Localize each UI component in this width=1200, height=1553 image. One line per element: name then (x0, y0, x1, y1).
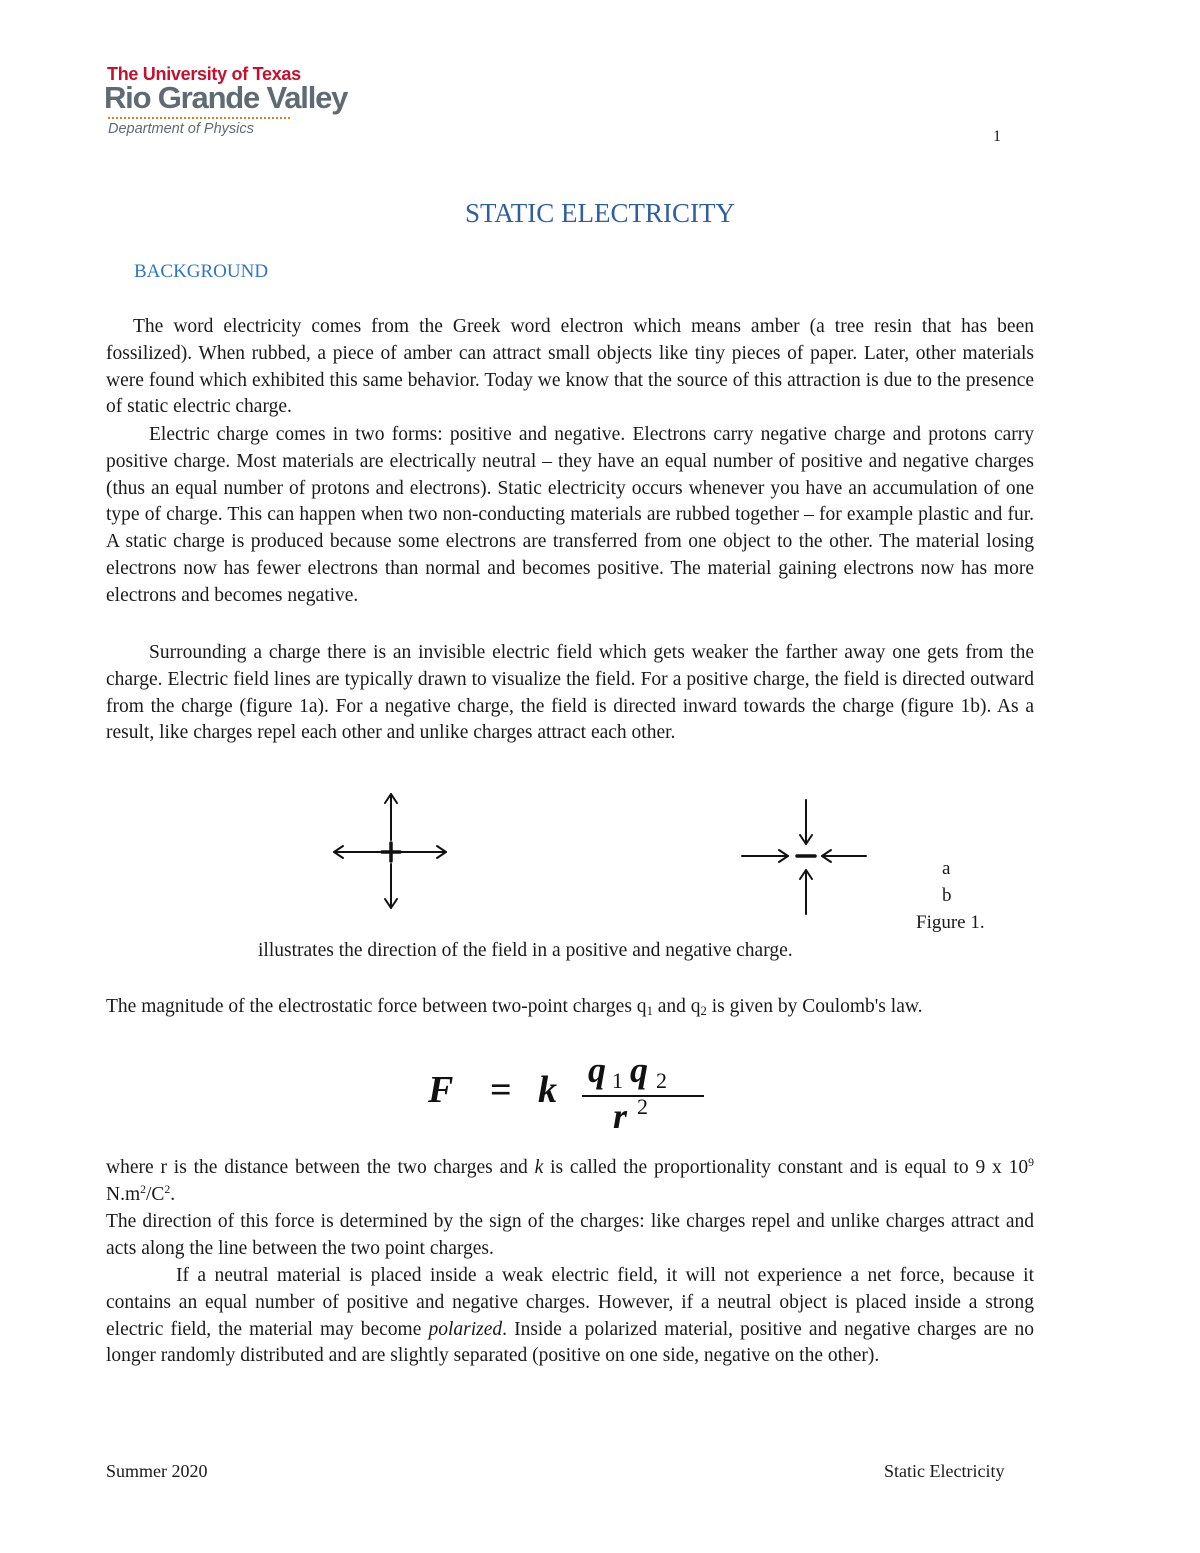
paragraph-electric-field: Surrounding a charge there is an invisible electric field which gets weaker the farther away one gets from the charge. Electric field lines are typically drawn to visualize the field. For a positive charge, the field is directed outward from the charge (figure 1a). For a negative charge, the field is directed inward towards the charge (figure 1b). As a result, like charges repel each other and unlike charges attract each other. (106, 642, 1034, 744)
formula-q1: q (588, 1052, 606, 1090)
figure-label-a: a (942, 858, 951, 879)
formula-equals: = (490, 1069, 512, 1111)
formula-sub2: 2 (656, 1068, 667, 1093)
section-heading: BACKGROUND (134, 261, 269, 282)
polarization-paragraph: If a neutral material is placed inside a weak electric field, it will not experience a net force, because it contains an equal number of positive and negative charges. However, if a neutral object is placed inside a strong electric field, the material may become polarized. Inside a polarized material, positive and negative charges are no longer randomly distributed and are slightly separated (positive on one side, negative on the other). (106, 1265, 1034, 1367)
formula-F: F (428, 1069, 454, 1111)
coulomb-formula (420, 1052, 720, 1136)
logo-divider (108, 117, 290, 119)
university-logo-line1: The University of Texas (107, 64, 301, 84)
formula-k: k (538, 1069, 557, 1111)
paragraph-charge-forms: Electric charge comes in two forms: positive and negative. Electrons carry negative charge and protons carry positive charge. Most materials are electrically neutral – they have an equal number of positive and negative charges (thus an equal number of protons and electrons). Static electricity occurs whenever you have an accumulation of one type of charge. This can happen when two non-conducting materials are rubbed together – for example plastic and fur. A static charge is produced because some electrons are transferred from one object to the other. The material losing electrons now has fewer electrons than normal and becomes positive. The material gaining electrons now has more electrons and becomes negative. (106, 424, 1034, 606)
figure-label-b: b (942, 885, 952, 906)
force-direction: The direction of this force is determined by the sign of the charges: like charges repel and unlike charges attract and acts along the line between the two point charges. (106, 1211, 1034, 1259)
formula-q2: q (630, 1052, 648, 1090)
coulomb-intro: The magnitude of the electrostatic force between two-point charges $q_1$ and $q_2$ is given by Coulomb's law. (106, 996, 923, 1019)
paragraph-etymology: The word electricity comes from the Greek word electron which means amber (a tree resin that has been fossilized). When rubbed, a piece of amber can attract small objects like tiny pieces of paper. Later, other materials were found which exhibited this same behavior. Today we know that the source of this attraction is due to the presence of static electric charge. (106, 316, 1034, 418)
department-name: Department of Physics (108, 121, 254, 137)
positive-charge-field (334, 794, 446, 908)
footer-term: Summer 2020 (106, 1461, 208, 1481)
university-logo-line2: Rio Grande Valley (104, 80, 348, 115)
formula-sub1: 1 (612, 1068, 623, 1093)
field-lines-figure (0, 780, 1200, 930)
figure-description: illustrates the direction of the field in a positive and negative charge. (258, 940, 793, 961)
formula-exponent: 2 (637, 1094, 648, 1119)
negative-charge-field (742, 800, 866, 914)
formula-r: r (613, 1096, 628, 1136)
document-title: STATIC ELECTRICITY (464, 198, 736, 228)
page-number: 1 (993, 128, 1001, 145)
footer-doc-title: Static Electricity (884, 1461, 1005, 1481)
figure-caption: Figure 1. (916, 912, 985, 933)
coulomb-constant: where r is the distance between the two charges and k is called the proportionality constant and is equal to 9 x $10^9$ $N.m^2/C^2$. (106, 1155, 1034, 1205)
